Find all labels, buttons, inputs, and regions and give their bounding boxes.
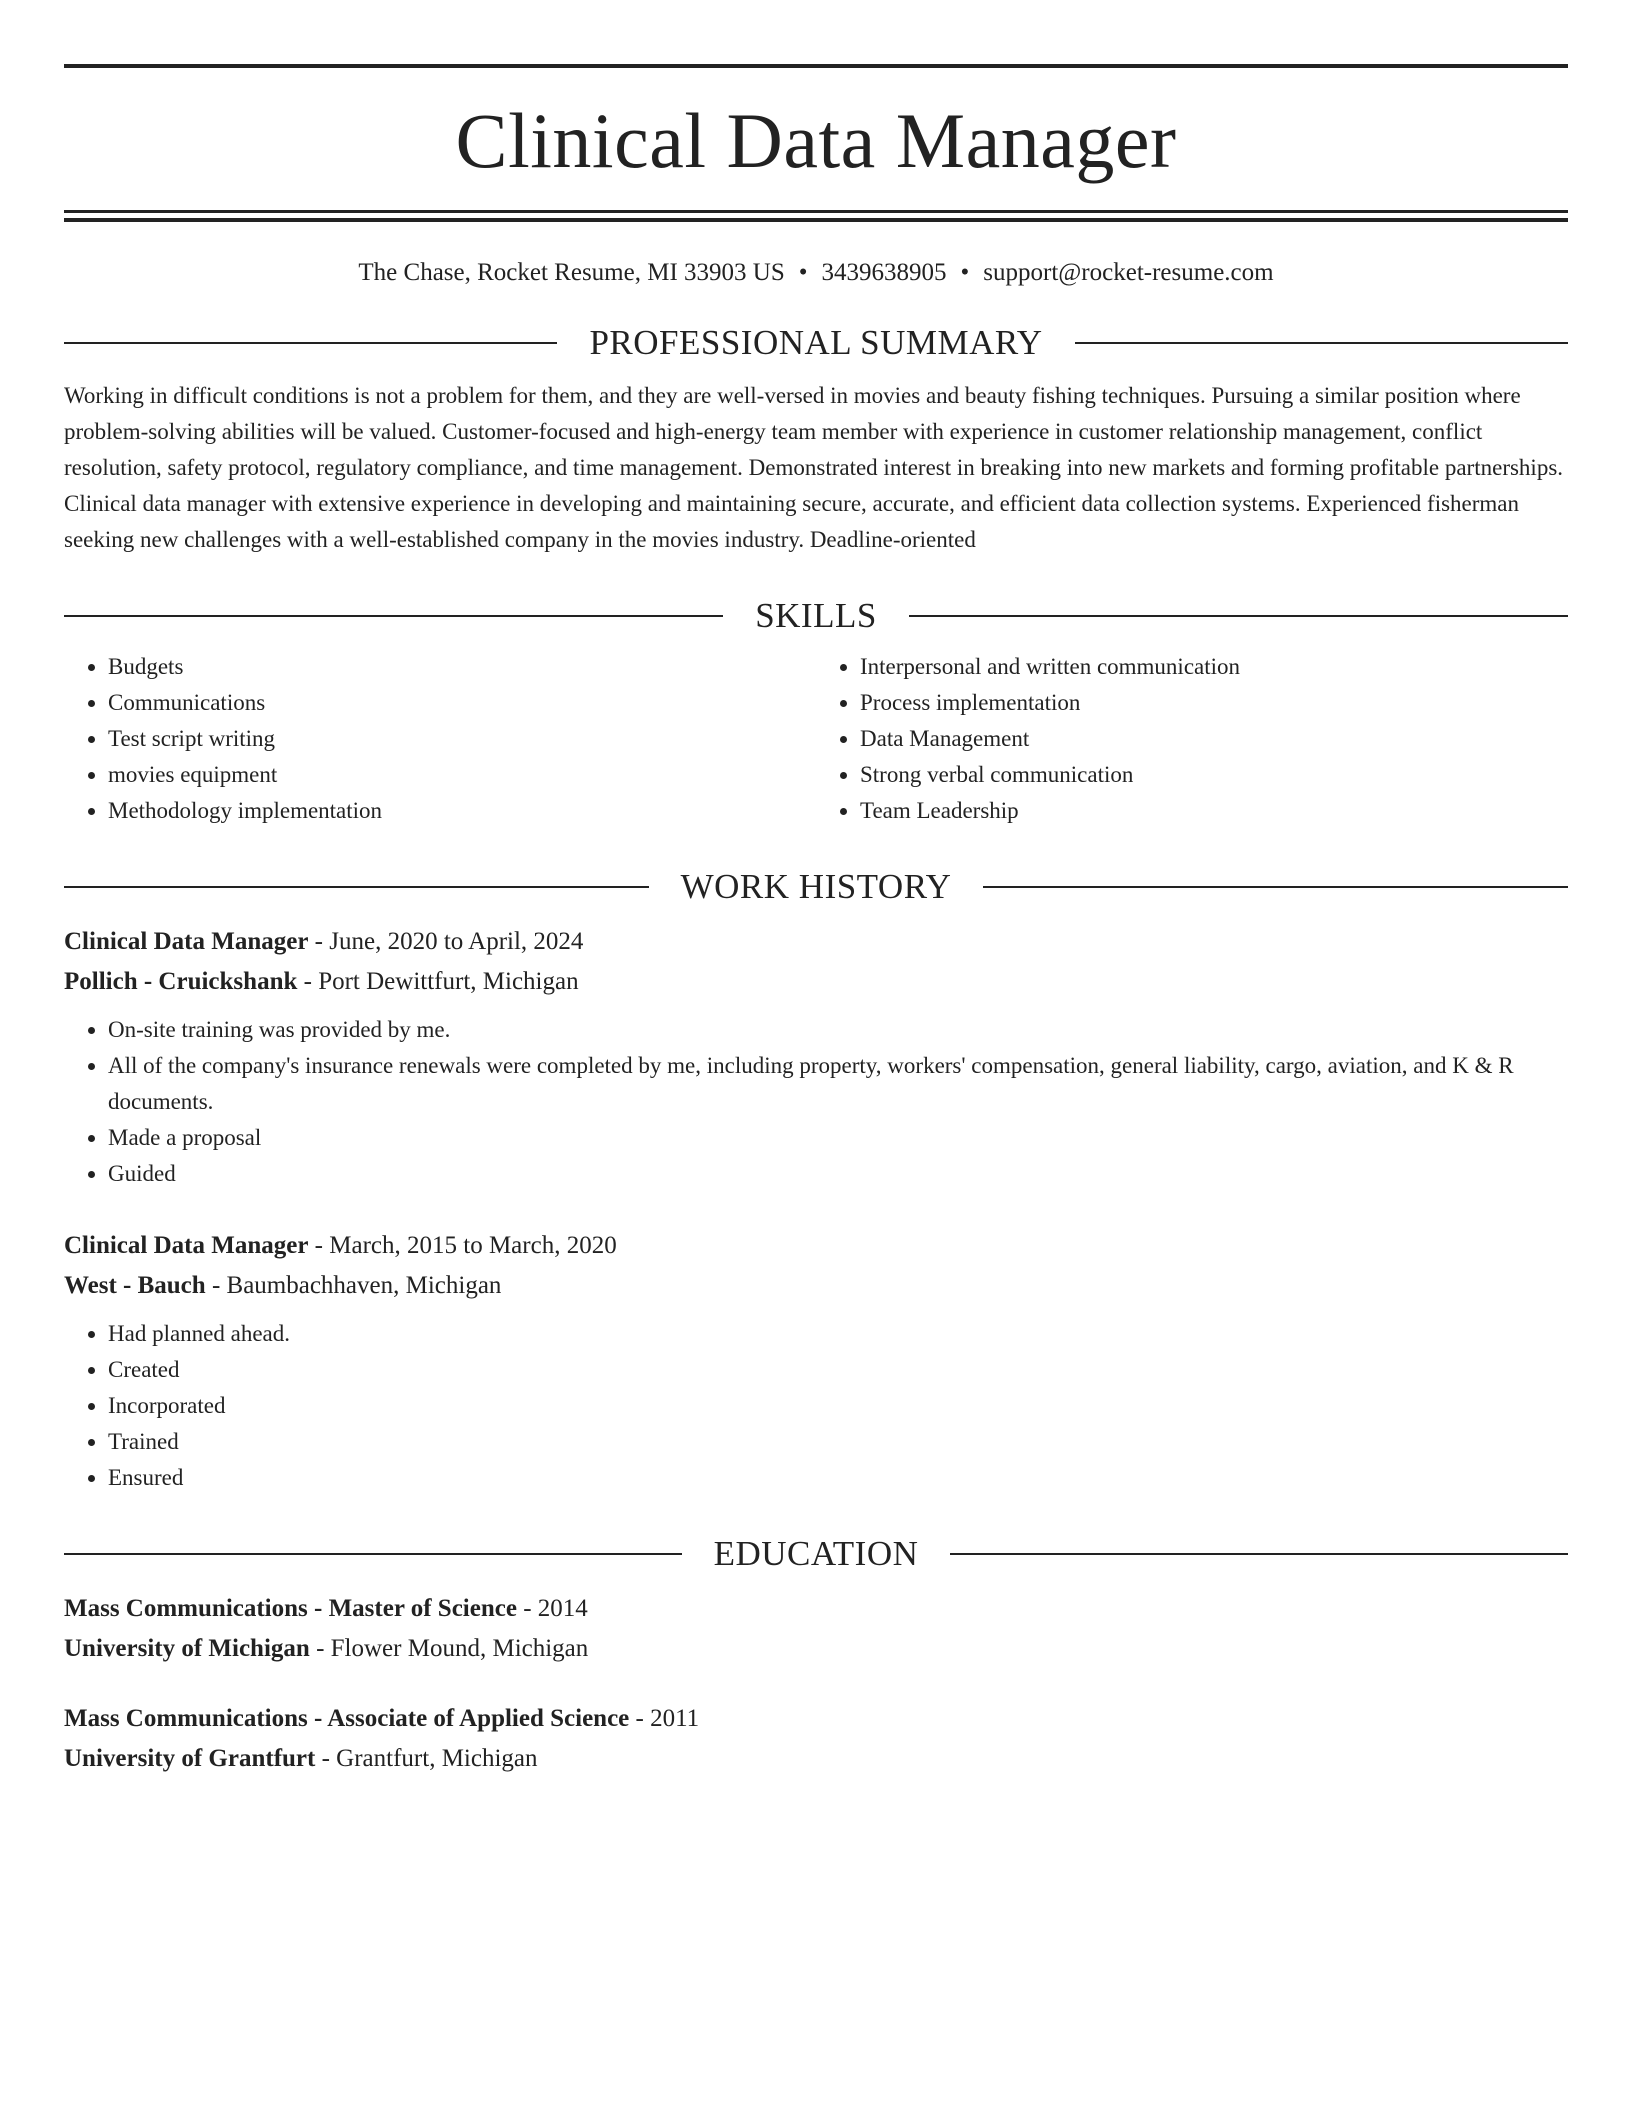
job-duty-item: • Ensured: [108, 1460, 1568, 1496]
education-year: 2011: [650, 1705, 700, 1732]
contact-separator: •: [798, 259, 808, 286]
contact-phone[interactable]: 3439638905: [821, 259, 947, 286]
education-year: 2014: [537, 1595, 588, 1622]
skill-item: • Test script writing: [108, 721, 816, 757]
job-duty-item: • Guided: [108, 1156, 1568, 1192]
skill-item: • Data Management: [860, 721, 1568, 757]
skill-item: • Process implementation: [860, 685, 1568, 721]
heading-rule-right: [950, 1553, 1568, 1555]
education-degree-line: Mass Communications - Associate of Applied Science - 2011: [64, 1705, 700, 1732]
contact-line: [64, 260, 1568, 285]
section-title-education: EDUCATION: [713, 1534, 919, 1573]
resume-title: Clinical Data Manager: [455, 97, 1177, 184]
education-location: Flower Mound, Michigan: [330, 1635, 589, 1662]
education-school: University of Michigan: [64, 1635, 310, 1662]
job-duty-item: • Made a proposal: [108, 1120, 1568, 1156]
job-duty-item: • Created: [108, 1352, 1568, 1388]
education-school-line: University of Grantfurt - Grantfurt, Michigan: [64, 1745, 538, 1772]
job-company-line: Pollich - Cruickshank - Port Dewittfurt, Michigan: [64, 968, 579, 995]
section-heading-education: [64, 1536, 1568, 1571]
contact-address: The Chase, Rocket Resume, MI 33903 US: [358, 259, 785, 286]
heading-rule-left: [64, 886, 649, 888]
job-role: Clinical Data Manager: [64, 1232, 309, 1259]
education-school: University of Grantfurt: [64, 1745, 316, 1772]
job-duty-item: • All of the company's insurance renewals were completed by me, including property, workers' compensation, general liability, cargo, aviation, and K & R documents.: [108, 1048, 1568, 1120]
job-company: Pollich - Cruickshank: [64, 968, 298, 995]
section-heading-work: [64, 869, 1568, 904]
job-location: Baumbachhaven, Michigan: [226, 1272, 502, 1299]
skill-item: • Interpersonal and written communication: [860, 649, 1568, 685]
job-company-line: West - Bauch - Baumbachhaven, Michigan: [64, 1272, 502, 1299]
skill-item: • movies equipment: [108, 757, 816, 793]
education-degree: Mass Communications - Master of Science: [64, 1595, 517, 1622]
section-heading-summary: [64, 325, 1568, 360]
job-duty-item: • Trained: [108, 1424, 1568, 1460]
heading-rule-right: [983, 886, 1568, 888]
heading-rule-right: [909, 615, 1568, 617]
education-school-line: University of Michigan - Flower Mound, Michigan: [64, 1635, 589, 1662]
heading-rule-left: [64, 342, 557, 344]
job-duty-item: • Incorporated: [108, 1388, 1568, 1424]
job-duties: [64, 1316, 1568, 1496]
skills-list-left: [64, 649, 816, 829]
education-entry: [64, 1699, 1568, 1779]
skill-item: • Strong verbal communication: [860, 757, 1568, 793]
skill-item: • Methodology implementation: [108, 793, 816, 829]
top-rule: [64, 64, 1568, 68]
section-title-work: WORK HISTORY: [680, 867, 952, 906]
skills-columns: [64, 649, 1568, 829]
education-entry: [64, 1589, 1568, 1669]
job-dates: March, 2015 to March, 2020: [329, 1232, 617, 1259]
job-duty-item: • On-site training was provided by me.: [108, 1012, 1568, 1048]
skill-item: • Budgets: [108, 649, 816, 685]
section-title-summary: PROFESSIONAL SUMMARY: [589, 323, 1043, 362]
heading-rule-right: [1075, 342, 1568, 344]
education-degree: Mass Communications - Associate of Applied Science: [64, 1705, 630, 1732]
heading-rule-left: [64, 615, 723, 617]
education-location: Grantfurt, Michigan: [336, 1745, 538, 1772]
job-title-line: Clinical Data Manager - June, 2020 to April, 2024: [64, 928, 584, 955]
skill-item: • Communications: [108, 685, 816, 721]
job-location: Port Dewittfurt, Michigan: [318, 968, 579, 995]
job-duties: [64, 1012, 1568, 1192]
job-title-line: Clinical Data Manager - March, 2015 to March, 2020: [64, 1232, 617, 1259]
skills-list-right: [816, 649, 1568, 829]
title-double-rule: [64, 210, 1568, 222]
heading-rule-left: [64, 1553, 682, 1555]
job-role: Clinical Data Manager: [64, 928, 309, 955]
job-company: West - Bauch: [64, 1272, 206, 1299]
section-title-skills: SKILLS: [755, 596, 877, 635]
job-entry: [64, 922, 1568, 1192]
skill-item: • Team Leadership: [860, 793, 1568, 829]
contact-separator: •: [960, 259, 970, 286]
job-entry: [64, 1226, 1568, 1496]
job-duty-item: • Had planned ahead.: [108, 1316, 1568, 1352]
section-heading-skills: [64, 598, 1568, 633]
education-degree-line: Mass Communications - Master of Science - 2014: [64, 1595, 588, 1622]
job-dates: June, 2020 to April, 2024: [329, 928, 584, 955]
contact-email[interactable]: support@rocket-resume.com: [983, 259, 1274, 286]
summary-text: Working in difficult conditions is not a problem for them, and they are well-versed in movies and beauty fishing techniques. Pursuing a similar position where problem-solving abilities will be valued. Customer-focused and high-energy team member with experience in customer relationship management, conflict resolution, safety protocol, regulatory compliance, and time management. Demonstrated interest in breaking into new markets and forming profitable partnerships. Clinical data manager with extensive experience in developing and maintaining secure, accurate, and efficient data collection systems. Experienced fisherman seeking new challenges with a well-established company in the movies industry. Deadline-oriented: [64, 383, 1564, 552]
